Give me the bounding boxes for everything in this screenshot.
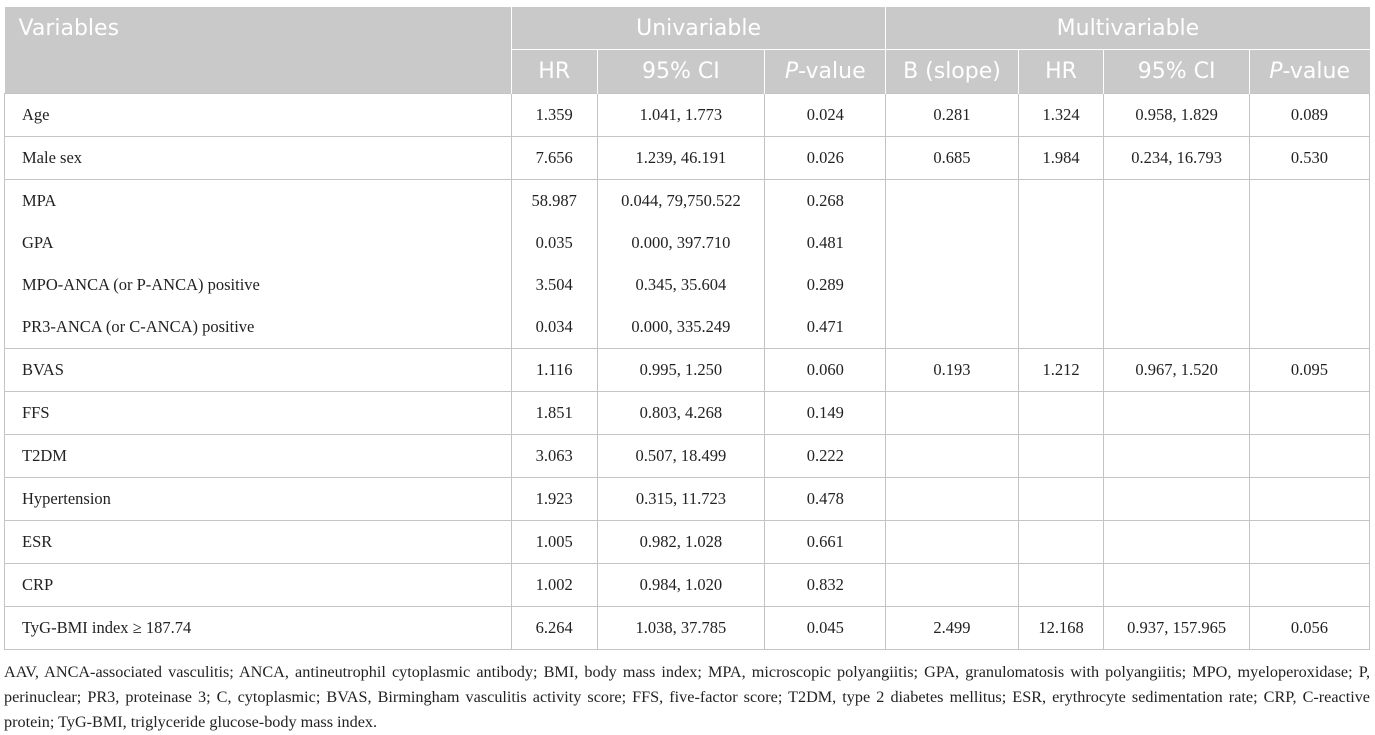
table-row: [5, 222, 1370, 264]
cell-u-p: 0.149: [765, 392, 886, 435]
cell-u-hr: 0.035: [511, 222, 597, 264]
table-header: [5, 7, 1370, 94]
cell-m-p: [1249, 392, 1369, 435]
cell-u-hr: 1.005: [511, 521, 597, 564]
cell-variable: TyG-BMI index ≥ 187.74: [5, 607, 512, 650]
cell-variable: T2DM: [5, 435, 512, 478]
cell-m-ci: [1104, 222, 1249, 264]
cell-m-hr: [1018, 521, 1104, 564]
cell-m-p: [1249, 564, 1369, 607]
table-row: [5, 478, 1370, 521]
cell-m-p: 0.530: [1249, 137, 1369, 180]
table-row: [5, 306, 1370, 349]
cell-u-ci: 0.000, 335.249: [597, 306, 765, 349]
table-row: [5, 94, 1370, 137]
header-u-p-italic: P: [784, 59, 799, 84]
table-row: [5, 180, 1370, 223]
cell-m-p: [1249, 521, 1369, 564]
cell-m-b: [886, 180, 1018, 223]
cell-u-ci: 0.044, 79,750.522: [597, 180, 765, 223]
cell-m-hr: [1018, 435, 1104, 478]
cell-variable: BVAS: [5, 349, 512, 392]
cell-m-p: 0.095: [1249, 349, 1369, 392]
cell-m-b: [886, 392, 1018, 435]
cell-u-p: 0.026: [765, 137, 886, 180]
cell-m-b: [886, 478, 1018, 521]
cell-m-p: [1249, 306, 1369, 349]
cell-u-p: 0.060: [765, 349, 886, 392]
cell-m-ci: [1104, 264, 1249, 306]
cell-variable: FFS: [5, 392, 512, 435]
cell-u-p: 0.661: [765, 521, 886, 564]
table-body: [5, 94, 1370, 650]
cell-m-ci: [1104, 392, 1249, 435]
header-m-ci: 95% CI: [1104, 50, 1249, 94]
cell-m-hr: [1018, 564, 1104, 607]
header-univariable: [511, 7, 886, 50]
table-row: [5, 564, 1370, 607]
header-blank: [5, 50, 512, 94]
table-row: [5, 264, 1370, 306]
cell-u-hr: 7.656: [511, 137, 597, 180]
cell-u-ci: 0.982, 1.028: [597, 521, 765, 564]
table-row: [5, 392, 1370, 435]
table-row: [5, 137, 1370, 180]
cell-u-hr: 3.504: [511, 264, 597, 306]
header-m-slope: B (slope): [886, 50, 1018, 94]
cell-variable: ESR: [5, 521, 512, 564]
cell-u-ci: 0.315, 11.723: [597, 478, 765, 521]
cell-m-hr: [1018, 478, 1104, 521]
cell-m-hr: [1018, 222, 1104, 264]
cell-variable: GPA: [5, 222, 512, 264]
cell-m-hr: [1018, 392, 1104, 435]
cell-m-b: [886, 306, 1018, 349]
cell-variable: PR3-ANCA (or C-ANCA) positive: [5, 306, 512, 349]
cell-u-hr: 1.359: [511, 94, 597, 137]
cell-u-ci: 0.984, 1.020: [597, 564, 765, 607]
cell-u-ci: 1.041, 1.773: [597, 94, 765, 137]
header-multivariable: [886, 7, 1370, 50]
cell-u-p: 0.024: [765, 94, 886, 137]
cell-u-ci: 0.803, 4.268: [597, 392, 765, 435]
cell-m-b: [886, 222, 1018, 264]
table-row: [5, 521, 1370, 564]
cell-u-hr: 58.987: [511, 180, 597, 223]
cell-m-b: 0.193: [886, 349, 1018, 392]
cell-m-hr: 12.168: [1018, 607, 1104, 650]
header-variables: Variables: [5, 7, 512, 50]
cell-m-p: [1249, 478, 1369, 521]
header-u-hr: HR: [511, 50, 597, 94]
cell-u-hr: 1.923: [511, 478, 597, 521]
cell-u-p: 0.045: [765, 607, 886, 650]
cell-u-hr: 3.063: [511, 435, 597, 478]
header-univariable-label: Univariable: [636, 16, 762, 41]
cell-m-hr: 1.984: [1018, 137, 1104, 180]
cell-u-p: 0.268: [765, 180, 886, 223]
cell-m-ci: 0.234, 16.793: [1104, 137, 1249, 180]
table-footnote: AAV, ANCA-associated vasculitis; ANCA, antineutrophil cytoplasmic antibody; BMI, body mass index; MPA, microscopic polyangiitis; GPA, granulomatosis with polyangiitis; MPO, myeloperoxidase; P, perinuclear; PR3, proteinase 3; C, cytoplasmic; BVAS, Birmingham vasculitis activity score; FFS, five-factor score; T2DM, type 2 diabetes mellitus; ESR, erythrocyte sedimentation rate; CRP, C-reactive protein; TyG-BMI, triglyceride glucose-body mass index.: [4, 663, 1370, 731]
cell-u-p: 0.478: [765, 478, 886, 521]
cell-m-b: [886, 435, 1018, 478]
cell-u-p: 0.222: [765, 435, 886, 478]
cell-variable: Age: [5, 94, 512, 137]
cell-m-b: 0.685: [886, 137, 1018, 180]
cell-m-p: 0.089: [1249, 94, 1369, 137]
cell-m-ci: [1104, 521, 1249, 564]
cell-m-ci: [1104, 478, 1249, 521]
header-multivariable-label: Multivariable: [1056, 16, 1200, 41]
cell-m-ci: [1104, 306, 1249, 349]
cell-m-b: [886, 264, 1018, 306]
cell-u-p: 0.471: [765, 306, 886, 349]
cell-m-hr: [1018, 306, 1104, 349]
cell-m-hr: 1.212: [1018, 349, 1104, 392]
cell-m-b: 2.499: [886, 607, 1018, 650]
header-u-p-rest: -value: [798, 59, 866, 84]
cell-variable: Hypertension: [5, 478, 512, 521]
cell-u-hr: 1.116: [511, 349, 597, 392]
cell-m-ci: [1104, 435, 1249, 478]
cell-m-ci: [1104, 180, 1249, 223]
cell-u-ci: 0.507, 18.499: [597, 435, 765, 478]
cell-m-b: [886, 564, 1018, 607]
cell-m-ci: [1104, 564, 1249, 607]
cell-m-ci: 0.958, 1.829: [1104, 94, 1249, 137]
cell-m-p: [1249, 435, 1369, 478]
cell-u-ci: 1.239, 46.191: [597, 137, 765, 180]
cell-u-p: 0.481: [765, 222, 886, 264]
cell-m-hr: [1018, 264, 1104, 306]
hazard-ratio-table: [4, 7, 1370, 650]
cell-variable: MPA: [5, 180, 512, 223]
header-u-p: [765, 50, 886, 94]
cell-u-hr: 1.002: [511, 564, 597, 607]
cell-u-hr: 1.851: [511, 392, 597, 435]
cell-m-p: 0.056: [1249, 607, 1369, 650]
cell-u-ci: 0.000, 397.710: [597, 222, 765, 264]
cell-m-p: [1249, 264, 1369, 306]
header-u-ci: 95% CI: [597, 50, 765, 94]
header-m-p: [1249, 50, 1369, 94]
cell-m-b: 0.281: [886, 94, 1018, 137]
cell-m-ci: 0.937, 157.965: [1104, 607, 1249, 650]
cell-u-hr: 6.264: [511, 607, 597, 650]
table-row: [5, 607, 1370, 650]
header-m-p-italic: P: [1269, 59, 1283, 84]
table-row: [5, 435, 1370, 478]
cell-u-p: 0.289: [765, 264, 886, 306]
cell-variable: Male sex: [5, 137, 512, 180]
results-table-container: [4, 7, 1370, 650]
cell-m-p: [1249, 180, 1369, 223]
cell-m-b: [886, 521, 1018, 564]
cell-variable: CRP: [5, 564, 512, 607]
cell-variable: MPO-ANCA (or P-ANCA) positive: [5, 264, 512, 306]
cell-u-hr: 0.034: [511, 306, 597, 349]
cell-m-p: [1249, 222, 1369, 264]
cell-u-ci: 0.345, 35.604: [597, 264, 765, 306]
cell-m-hr: [1018, 180, 1104, 223]
cell-u-ci: 1.038, 37.785: [597, 607, 765, 650]
cell-m-ci: 0.967, 1.520: [1104, 349, 1249, 392]
header-m-hr: HR: [1018, 50, 1104, 94]
table-row: [5, 349, 1370, 392]
header-m-p-rest: -value: [1282, 59, 1350, 84]
cell-u-ci: 0.995, 1.250: [597, 349, 765, 392]
cell-m-hr: 1.324: [1018, 94, 1104, 137]
cell-u-p: 0.832: [765, 564, 886, 607]
